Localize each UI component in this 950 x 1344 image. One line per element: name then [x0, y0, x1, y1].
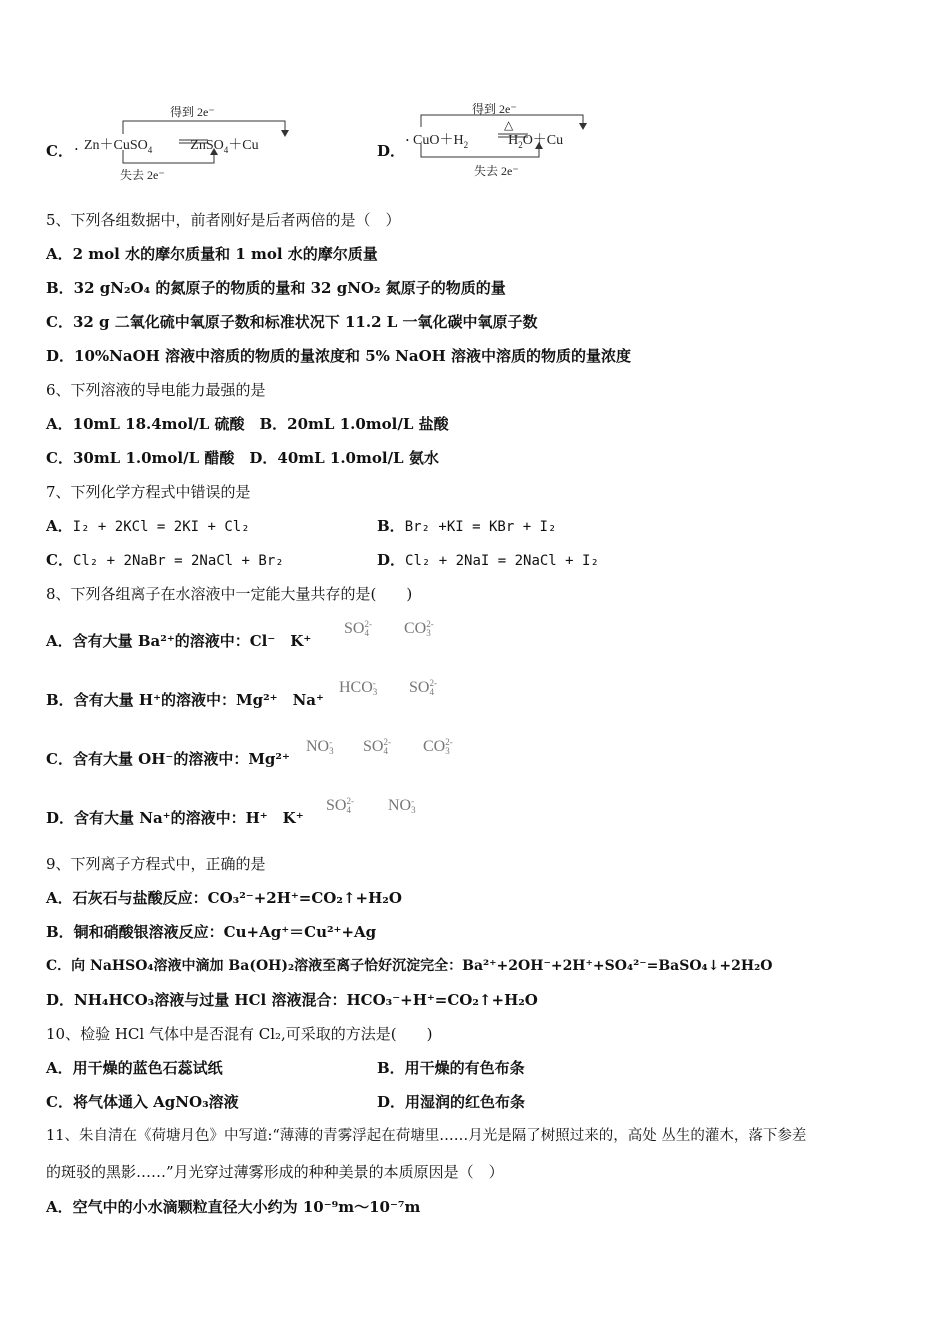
q8-a-ion-2-charge: 2-: [426, 619, 434, 630]
q5-option-d: D．10%NaOH 溶液中溶质的物质的量浓度和 5% NaOH 溶液中溶质的物质的量浓度: [46, 347, 632, 365]
q8-d-ion-1-base: SO: [326, 797, 347, 814]
q8-c-ion-1-charge: -: [329, 737, 333, 748]
q4-d-equation: [413, 129, 563, 150]
q8-b-ion-2-base: SO: [409, 679, 430, 696]
q8-c-ion-3-charge: 2-: [445, 737, 453, 748]
q8-c-ion-3-sub: 3: [445, 746, 450, 757]
q8-d-ion-1-charge: 2-: [346, 796, 354, 807]
q10-option-b: B．用干燥的有色布条: [377, 1059, 525, 1077]
q8-a-ion-1-base: SO: [344, 620, 365, 637]
q4-c-label: C．: [46, 142, 73, 160]
q10-option-a: A．用干燥的蓝色石蕊试纸: [46, 1059, 223, 1077]
q5-option-a: A．2 mol 水的摩尔质量和 1 mol 水的摩尔质量: [46, 245, 378, 263]
q4-d-eq-left: CuO＋H: [413, 133, 464, 148]
q8-c-ion-2: [363, 738, 391, 756]
q9-option-d: D．NH₄HCO₃溶液与过量 HCl 溶液混合：HCO₃⁻+H⁺=CO₂↑+H₂O: [46, 991, 538, 1009]
q8-d-ion-2-sub: 3: [411, 805, 416, 816]
q8-a-ion-2: [404, 620, 434, 638]
q7-option-a: [46, 516, 250, 537]
q4-c-bottom-label: 失去 2e⁻: [120, 168, 165, 182]
q11-option-a: A．空气中的小水滴颗粒直径大小约为 10⁻⁹m～10⁻⁷m: [46, 1198, 421, 1216]
q6-options-ab: A．10mL 18.4mol/L 硫酸 B．20mL 1.0mol/L 盐酸: [46, 415, 449, 433]
q8-c-ion-2-sub: 4: [383, 746, 388, 757]
q8-b-ion-1-sub: 3: [372, 687, 378, 698]
q8-c-ion-1-sub: 3: [329, 746, 334, 757]
q9-option-a: A．石灰石与盐酸反应：CO₃²⁻+2H⁺=CO₂↑+H₂O: [46, 889, 402, 907]
q8-b-ion-1-charge: -: [372, 678, 376, 689]
q4-c-eq-left: Zn＋CuSO: [84, 138, 148, 153]
q8-c-ion-2-base: SO: [363, 738, 384, 755]
q8-a-ion-2-sub: 3: [426, 628, 431, 639]
q9-stem: 9、下列离子方程式中，正确的是: [46, 855, 266, 873]
q4-d-condition: △: [504, 118, 514, 132]
q4-c-dot: ·: [74, 140, 79, 158]
q8-d-ion-2: [388, 797, 416, 815]
q8-c-ion-3-base: CO: [423, 738, 446, 755]
q9-option-c: C．向 NaHSO₄溶液中滴加 Ba(OH)₂溶液至离子恰好沉淀完全：Ba²⁺+2OH⁻+2H⁺+SO₄²⁻=BaSO₄↓+2H₂O: [46, 958, 773, 974]
q10-stem: 10、检验 HCl 气体中是否混有 Cl₂,可采取的方法是( ): [46, 1025, 433, 1043]
q4-c-eq-right: ZnSO: [190, 138, 224, 153]
q8-d-ion-1-sub: 4: [346, 805, 351, 816]
q8-b-ion-2-charge: 2-: [429, 678, 437, 689]
q7-stem: 7、下列化学方程式中错误的是: [46, 483, 251, 501]
q5-option-c: C．32 g 二氧化硫中氧原子数和标准状况下 11.2 L 一氧化碳中氧原子数: [46, 313, 538, 331]
q4-d-eq-right: H: [508, 133, 519, 148]
q11-stem-line-1: 11、朱自清在《荷塘月色》中写道:“薄薄的青雾浮起在荷塘里……月光是隔了树照过来的，高处 丛生的灌木，落下参差: [46, 1128, 807, 1144]
q4-d-top-label: 得到 2e⁻: [472, 102, 517, 116]
q7-option-c: [46, 550, 284, 571]
q5-stem: 5、下列各组数据中，前者刚好是后者两倍的是（ ）: [46, 211, 401, 229]
q8-b-ion-2-sub: 4: [429, 687, 434, 698]
q8-option-b: B．含有大量 H⁺的溶液中：Mg²⁺ Na⁺: [46, 691, 324, 709]
q8-d-ion-1: [326, 797, 354, 815]
q7-c-text: Cl₂ + 2NaBr = 2NaCl + Br₂: [72, 553, 284, 569]
q8-a-ion-1-charge: 2-: [364, 619, 372, 630]
q8-a-ion-2-base: CO: [404, 620, 427, 637]
q4-d-bottom-label: 失去 2e⁻: [474, 164, 519, 178]
q7-option-d: [377, 550, 599, 571]
q8-a-ion-1: [344, 620, 372, 638]
q7-b-text: Br₂ +KI = KBr + I₂: [404, 519, 557, 535]
q7-a-label: A．: [46, 517, 73, 535]
q4-d-eq-tail: O＋Cu: [522, 133, 564, 148]
q8-a-ion-1-sub: 4: [364, 628, 369, 639]
q7-c-label: C．: [46, 551, 73, 569]
q8-c-ion-2-charge: 2-: [383, 737, 391, 748]
q6-stem: 6、下列溶液的导电能力最强的是: [46, 381, 266, 399]
q8-d-ion-2-charge: -: [411, 796, 415, 807]
q8-b-ion-1-base: HCO: [339, 679, 373, 696]
q7-a-text: I₂ + 2KCl = 2KI + Cl₂: [72, 519, 250, 535]
q7-d-text: Cl₂ + 2NaI = 2NaCl + I₂: [405, 553, 599, 569]
q8-option-a: A．含有大量 Ba²⁺的溶液中：Cl⁻ K⁺: [46, 632, 312, 650]
q8-c-ion-1: [306, 738, 334, 756]
q10-option-c: C．将气体通入 AgNO₃溶液: [46, 1093, 239, 1111]
q4-c-equation: [84, 134, 259, 155]
q11-stem-line-2: 的斑驳的黑影……”月光穿过薄雾形成的种种美景的本质原因是（ ）: [46, 1163, 504, 1181]
q8-d-ion-2-base: NO: [388, 797, 412, 814]
q8-c-ion-3: [423, 738, 453, 756]
q4-d-eq-left-sub: 2: [463, 139, 469, 150]
q8-c-ion-1-base: NO: [306, 738, 330, 755]
q5-option-b: B．32 gN₂O₄ 的氮原子的物质的量和 32 gNO₂ 氮原子的物质的量: [46, 279, 506, 297]
q4-d-label: D．: [377, 142, 406, 160]
q4-d-dot: ·: [405, 131, 410, 149]
q10-option-d: D．用湿润的红色布条: [377, 1093, 526, 1111]
q9-option-b: B．铜和硝酸银溶液反应：Cu+Ag⁺＝Cu²⁺+Ag: [46, 923, 377, 941]
q8-option-c: C．含有大量 OH⁻的溶液中：Mg²⁺: [46, 750, 290, 768]
q7-b-label: B．: [377, 517, 405, 535]
q4-c-top-label: 得到 2e⁻: [170, 105, 215, 119]
q7-option-b: [377, 516, 556, 537]
q8-b-ion-2: [409, 679, 437, 697]
q8-option-d: D．含有大量 Na⁺的溶液中：H⁺ K⁺: [46, 809, 304, 827]
q6-options-cd: C．30mL 1.0mol/L 醋酸 D．40mL 1.0mol/L 氨水: [46, 449, 439, 467]
q4-d-eq-right-sub: 2: [518, 139, 523, 150]
q4-c-eq-right-sub: 4: [223, 144, 229, 155]
q8-b-ion-1: [339, 679, 377, 697]
q8-stem: 8、下列各组离子在水溶液中一定能大量共存的是( ): [46, 585, 413, 603]
q4-c-eq-left-sub: 4: [147, 144, 153, 155]
q4-c-eq-tail: ＋Cu: [228, 138, 259, 153]
q7-d-label: D．: [377, 551, 406, 569]
